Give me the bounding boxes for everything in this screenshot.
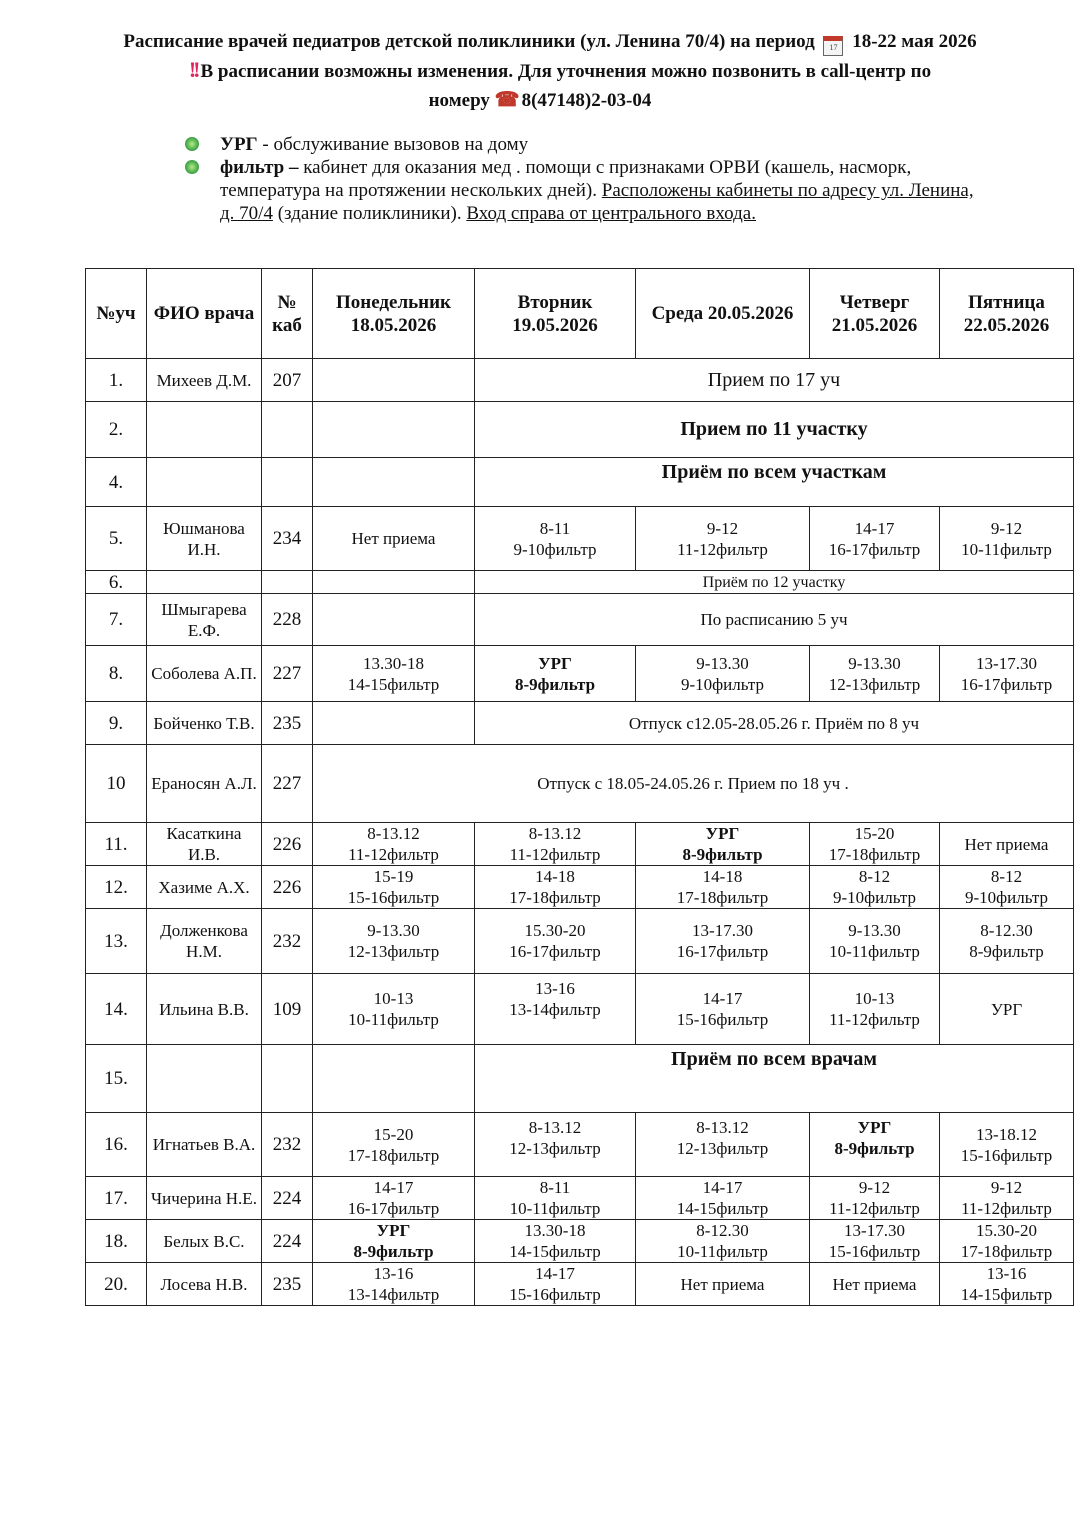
cabinet-number: 227 [262,745,313,823]
hours: 8-12.30 [980,921,1033,940]
doctor-name: Бойченко Т.В. [147,702,262,745]
cabinet-number: 234 [262,507,313,571]
span-note: Отпуск с12.05-28.05.26 г. Приём по 8 уч [475,702,1074,745]
cabinet-number: 224 [262,1220,313,1263]
col-header-fri: Пятница 22.05.2026 [940,269,1074,359]
cell-mon [313,359,475,402]
filter-hours: 12-13фильтр [347,942,440,961]
cell-wed [636,1113,810,1177]
legend-desc: - обслуживание вызовов на дому [257,134,529,155]
cabinet-number: 224 [262,1177,313,1220]
filter-hours: 15-16фильтр [676,1010,769,1029]
cabinet-number: 228 [262,594,313,646]
cabinet-number: 226 [262,823,313,866]
doctor-name: Игнатьев В.А. [147,1113,262,1177]
filter-hours: 16-17фильтр [509,942,601,961]
row-number: 6. [86,571,147,594]
cell-tue [475,974,636,1045]
row-number: 8. [86,646,147,702]
cell-wed [636,974,810,1045]
hours: 8-13.12 [528,824,582,843]
cabinet-number: 227 [262,646,313,702]
hours: 15-20 [854,824,895,843]
doctor-name: Хазиме А.Х. [147,866,262,909]
doctor-name: Михеев Д.М. [147,359,262,402]
doctor-name: Шмыгарева Е.Ф. [147,594,262,646]
cell-wed [636,823,810,866]
cell-fri [940,1263,1074,1306]
phone-prefix: номеру [428,90,490,111]
hours: 13-16 [986,1264,1027,1283]
cell-tue [475,1177,636,1220]
cell-mon [313,1177,475,1220]
table-header-row [86,269,1074,359]
cell-mon [313,909,475,974]
urg-label: УРГ [376,1221,411,1240]
cell-mon [313,702,475,745]
cell-mon [313,458,475,507]
doctor-name: Долженкова Н.М. [147,909,262,974]
cell-fri [940,866,1074,909]
hours: 14-18 [702,867,743,886]
double-exclamation-icon: !! [188,57,198,82]
cell-mon [313,571,475,594]
cell-mon [313,646,475,702]
col-header-kab: № каб [262,269,313,359]
table-row [86,909,1074,974]
doctor-name: Юшманова И.Н. [147,507,262,571]
filter-hours: 10-11фильтр [961,539,1052,559]
cell-thu [810,1113,940,1177]
table-row [86,1263,1074,1306]
hours: 9-12 [858,1178,891,1197]
hours: 9-13.30 [848,653,901,673]
cell-wed [636,646,810,702]
cell-thu [810,507,940,571]
title-text: Расписание врачей педиатров детской поликлиники (ул. Ленина 70/4) на период [123,31,815,52]
cabinet-number: 235 [262,702,313,745]
span-note: Приём по всем участкам [475,458,1074,507]
row-number: 1. [86,359,147,402]
cabinet-number [262,1045,313,1113]
cell-thu [810,909,940,974]
filter-hours: 8-9фильтр [834,1139,915,1158]
row-number: 16. [86,1113,147,1177]
telephone-icon: ☎ [494,89,520,111]
doctor-name [147,1045,262,1113]
doctor-name: Соболева А.П. [147,646,262,702]
table-row [86,594,1074,646]
legend-term: УРГ [220,134,258,155]
filter-hours: 15-16фильтр [828,1242,921,1261]
doctor-name: Ераносян А.Л. [147,745,262,823]
cell-wed [636,1220,810,1263]
span-note: Прием по 11 участку [475,402,1074,458]
filter-hours: 11-12фильтр [677,539,768,559]
schedule-table [85,268,1074,1306]
hours: 13.30-18 [363,653,424,673]
hours: 9-12 [990,1178,1023,1197]
table-row [86,702,1074,745]
span-note: Приём по 12 участку [475,571,1074,594]
filter-hours: 12-13фильтр [509,1139,601,1158]
filter-hours: 15-16фильтр [509,1285,601,1304]
cell-tue [475,507,636,571]
doctor-name: Касаткина И.В. [147,823,262,866]
hours: 8-13.12 [367,824,420,843]
hours: 14-17 [702,1178,743,1197]
filter-hours: 9-10фильтр [965,888,1048,907]
col-header-uch: №уч [86,269,147,359]
cabinet-number: 109 [262,974,313,1045]
filter-hours: 16-17фильтр [347,1199,440,1218]
hours: 8-13.12 [696,1118,749,1137]
filter-hours: 16-17фильтр [676,942,769,961]
filter-hours: 10-11фильтр [348,1010,439,1029]
cell-fri: Нет приема [940,823,1074,866]
hours: 9-12 [706,518,739,538]
doctor-name: Белых В.С. [147,1220,262,1263]
filter-hours: 15-16фильтр [347,888,440,907]
doctor-name [147,402,262,458]
legend [185,133,985,225]
cell-wed [636,909,810,974]
green-bullet-icon [185,160,199,174]
filter-hours: 14-15фильтр [676,1199,769,1218]
filter-hours: 17-18фильтр [960,1242,1053,1261]
table-row [86,458,1074,507]
filter-hours: 11-12фильтр [829,1199,920,1218]
hours: 14-17 [373,1178,414,1197]
col-header-tue: Вторник 19.05.2026 [475,269,636,359]
filter-hours: 13-14фильтр [347,1285,440,1304]
hours: 9-12 [990,518,1023,538]
filter-hours: 14-15фильтр [960,1285,1053,1304]
hours: 10-13 [854,989,895,1008]
table-row [86,402,1074,458]
row-number: 20. [86,1263,147,1306]
legend-item-filter [185,156,985,225]
hours: 8-11 [539,1178,571,1197]
hours: 14-17 [702,989,743,1008]
table-row [86,1220,1074,1263]
legend-item-urg [185,133,985,156]
hours: 14-17 [535,1264,575,1283]
legend-term: фильтр – [220,157,299,178]
cell-fri [940,909,1074,974]
cell-wed: Нет приема [636,1263,810,1306]
row-number: 10 [86,745,147,823]
hours: 13-16 [535,979,575,998]
cabinet-number: 226 [262,866,313,909]
urg-label: УРГ [705,824,740,843]
cell-mon [313,1113,475,1177]
cell-fri [940,1113,1074,1177]
hours: 13-17.30 [692,921,753,940]
doctor-name: Чичерина Н.Е. [147,1177,262,1220]
col-header-fio: ФИО врача [147,269,262,359]
hours: 9-13.30 [696,653,749,673]
hours: 15.30-20 [976,1221,1037,1240]
hours: 8-12.30 [696,1221,749,1240]
filter-hours: 10-11фильтр [829,942,920,961]
cell-fri [940,1220,1074,1263]
row-number: 11. [86,823,147,866]
cell-fri [940,1177,1074,1220]
filter-hours: 17-18фильтр [347,1145,440,1165]
table-row [86,507,1074,571]
filter-hours: 8-9фильтр [682,845,763,864]
hours: 10-13 [373,989,414,1008]
filter-hours: 10-11фильтр [509,1199,601,1218]
row-number: 14. [86,974,147,1045]
doctor-name [147,571,262,594]
cell-thu [810,823,940,866]
filter-hours: 14-15фильтр [347,674,440,694]
address-note: Расположены кабинеты по адресу ул. Ленина, д. 70/4 [220,180,974,224]
hours: 8-13.12 [528,1118,582,1137]
hours: 8-12 [990,867,1023,886]
table-row [86,571,1074,594]
filter-hours: 9-10фильтр [513,539,597,559]
table-row [86,974,1074,1045]
filter-hours: 11-12фильтр [829,1010,920,1029]
hours: 13-16 [373,1264,414,1283]
cabinet-number: 207 [262,359,313,402]
cell-tue [475,909,636,974]
col-header-wed: Среда 20.05.2026 [636,269,810,359]
cell-mon [313,402,475,458]
cell-mon [313,866,475,909]
green-bullet-icon [185,137,199,151]
hours: 13.30-18 [524,1221,586,1240]
filter-hours: 17-18фильтр [676,888,769,907]
row-number: 15. [86,1045,147,1113]
filter-hours: 12-13фильтр [676,1139,769,1158]
col-header-mon: Понедельник 18.05.2026 [313,269,475,359]
table-row [86,646,1074,702]
cell-mon [313,823,475,866]
span-note: Приём по всем врачам [475,1045,1074,1113]
col-header-thu: Четверг 21.05.2026 [810,269,940,359]
phone-number[interactable]: 8(47148)2-03-04 [521,90,652,111]
filter-hours: 17-18фильтр [509,888,601,907]
cell-thu [810,974,940,1045]
doctor-name: Ильина В.В. [147,974,262,1045]
filter-hours: 8-9фильтр [514,674,596,694]
row-number: 12. [86,866,147,909]
filter-hours: 11-12фильтр [509,845,601,864]
hours: 15.30-20 [524,921,586,940]
hours: 13-17.30 [976,653,1037,673]
cabinet-number [262,402,313,458]
row-number: 17. [86,1177,147,1220]
cell-fri [940,646,1074,702]
hours: 15-19 [373,867,414,886]
cell-tue [475,1263,636,1306]
table-row [86,1045,1074,1113]
table-row [86,1177,1074,1220]
cell-mon [313,594,475,646]
page-header [0,28,1080,115]
hours: 14-18 [535,867,575,886]
legend-desc: кабинет для оказания мед . помощи с признаками ОРВИ (кашель, насморк, температура на протяжении нескольких дней). [220,157,912,201]
cell-mon [313,974,475,1045]
cell-mon [313,1220,475,1263]
cell-thu [810,1220,940,1263]
legend-desc-mid: (здание поликлиники). [272,203,467,224]
filter-hours: 15-16фильтр [960,1145,1053,1165]
filter-hours: 9-10фильтр [833,888,916,907]
cabinet-number: 232 [262,909,313,974]
span-note: Отпуск с 18.05-24.05.26 г. Прием по 18 уч . [313,745,1074,823]
filter-hours: 14-15фильтр [509,1242,601,1261]
entrance-note: Вход справа от центрального входа. [466,203,756,224]
cell-wed [636,1177,810,1220]
cell-tue [475,823,636,866]
cell-wed [636,507,810,571]
cell-tue [475,866,636,909]
cell-mon [313,1263,475,1306]
urg-label: УРГ [538,653,572,673]
row-number: 4. [86,458,147,507]
cell-mon [313,1045,475,1113]
cell-thu [810,1177,940,1220]
filter-hours: 11-12фильтр [348,845,439,864]
cell-tue [475,1113,636,1177]
filter-hours: 16-17фильтр [828,539,921,559]
filter-hours: 9-10фильтр [681,674,764,694]
row-number: 13. [86,909,147,974]
table-row [86,823,1074,866]
cabinet-number [262,458,313,507]
filter-hours: 12-13фильтр [828,674,921,694]
row-number: 9. [86,702,147,745]
phone-line [0,86,1080,115]
cell-fri [940,507,1074,571]
cell-mon: Нет приема [313,507,475,571]
span-note: Прием по 17 уч [475,359,1074,402]
hours: 9-13.30 [367,921,420,940]
cell-thu: Нет приема [810,1263,940,1306]
filter-hours: 8-9фильтр [969,942,1044,961]
row-number: 18. [86,1220,147,1263]
hours: 14-17 [854,518,895,538]
title-line [0,28,1080,56]
filter-hours: 17-18фильтр [828,845,921,864]
row-number: 5. [86,507,147,571]
calendar-icon: 17 [823,36,843,56]
filter-hours: 11-12фильтр [961,1199,1052,1218]
cell-tue [475,1220,636,1263]
notice-line [0,56,1080,86]
cell-thu [810,646,940,702]
hours: 8-12 [858,867,891,886]
table-row [86,745,1074,823]
filter-hours: 10-11фильтр [677,1242,768,1261]
hours: 8-11 [539,518,571,538]
notice-text: В расписании возможны изменения. Для уточнения можно позвонить в call-центр по [200,61,932,82]
filter-hours: 13-14фильтр [509,1000,601,1019]
hours: 15-20 [373,1124,414,1144]
cabinet-number: 235 [262,1263,313,1306]
hours: 13-18.12 [976,1124,1037,1144]
cell-wed [636,866,810,909]
table-row [86,866,1074,909]
table-row [86,1113,1074,1177]
table-row [86,359,1074,402]
cell-tue [475,646,636,702]
cell-fri: УРГ [940,974,1074,1045]
row-number: 7. [86,594,147,646]
row-number: 2. [86,402,147,458]
cabinet-number [262,571,313,594]
span-note: По расписанию 5 уч [475,594,1074,646]
hours: 13-17.30 [844,1221,905,1240]
urg-label: УРГ [857,1118,892,1137]
filter-hours: 8-9фильтр [353,1242,434,1261]
cell-thu [810,866,940,909]
hours: 9-13.30 [848,921,901,940]
doctor-name: Лосева Н.В. [147,1263,262,1306]
cabinet-number: 232 [262,1113,313,1177]
title-period: 18-22 мая 2026 [852,31,977,52]
filter-hours: 16-17фильтр [960,674,1053,694]
doctor-name [147,458,262,507]
